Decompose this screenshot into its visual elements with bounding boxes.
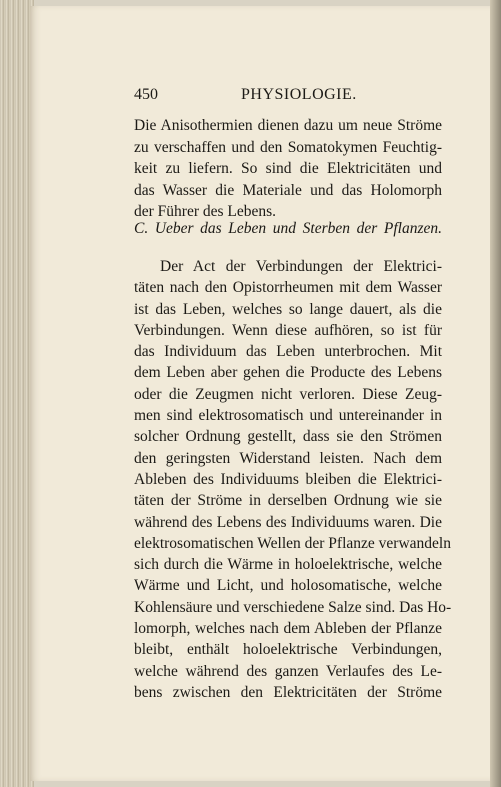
- text-line: Der Act der Verbindungen der Elektrici-: [160, 258, 442, 275]
- text-line: Kohlensäure und verschiedene Salze sind. Das Ho-: [134, 598, 452, 616]
- text-line: täten der Ströme in derselben Ordnung wie sie: [134, 492, 442, 510]
- text-line: zu verschaffen und den Somatokymen Feuchtig-: [134, 138, 442, 156]
- text-line: während des Lebens des Individuums waren. Die: [134, 513, 442, 531]
- text-line: das Individuum das Leben unterbrochen. Mit: [134, 343, 442, 361]
- section-heading: C. Ueber das Leben und Sterben der Pflanzen.: [134, 220, 442, 237]
- text-line: täten nach den Opistorrheumen mit dem Wasser: [134, 279, 442, 297]
- text-line: bens zwischen den Elektricitäten der Ströme: [134, 683, 442, 701]
- text-line: Verbindungen. Wenn diese aufhören, so ist für: [134, 321, 442, 339]
- page-header: [134, 86, 439, 106]
- text-line: elektrosomatischen Wellen der Pflanze verwandeln: [134, 534, 451, 552]
- paragraph-2: [134, 256, 452, 703]
- text-line: dem Leben aber gehen die Producte des Lebens: [134, 364, 442, 382]
- text-line: solcher Ordnung gestellt, dass sie den Strömen: [134, 428, 442, 446]
- text-line: men sind elektrosomatisch und untereinander in: [134, 407, 442, 425]
- text-line: oder die Zeugmen nicht verloren. Diese Zeug-: [134, 385, 442, 403]
- page-number: 450: [134, 86, 158, 103]
- text-line: Wärme und Licht, und holosomatische, welche: [134, 577, 442, 595]
- text-line: keit zu liefern. So sind die Elektricitäten und: [134, 160, 442, 177]
- text-line: Die Anisothermien dienen dazu um neue Ströme: [134, 117, 442, 134]
- book-right-edge: [490, 0, 501, 787]
- text-line: lomorph, welches nach dem Ableben der Pflanze: [134, 620, 442, 638]
- text-line: der Führer des Lebens.: [134, 203, 277, 220]
- text-line: welche während des ganzen Verlaufes des Le-: [134, 662, 442, 680]
- text-line: ist das Leben, welches so lange dauert, als die: [134, 300, 442, 318]
- text-line: Ableben des Individuums bleiben die Elektrici-: [134, 470, 442, 488]
- paragraph-1: [134, 115, 442, 223]
- running-head: PHYSIOLOGIE.: [241, 86, 357, 103]
- text-line: das Wasser die Materiale und das Holomorph: [134, 181, 442, 199]
- book-page-edges: [0, 0, 34, 787]
- text-line: den geringsten Widerstand leisten. Nach dem: [134, 449, 442, 467]
- text-line: sich durch die Wärme in holoelektrische, welche: [134, 556, 442, 574]
- text-line: bleibt, enthält holoelektrische Verbindungen,: [134, 641, 442, 659]
